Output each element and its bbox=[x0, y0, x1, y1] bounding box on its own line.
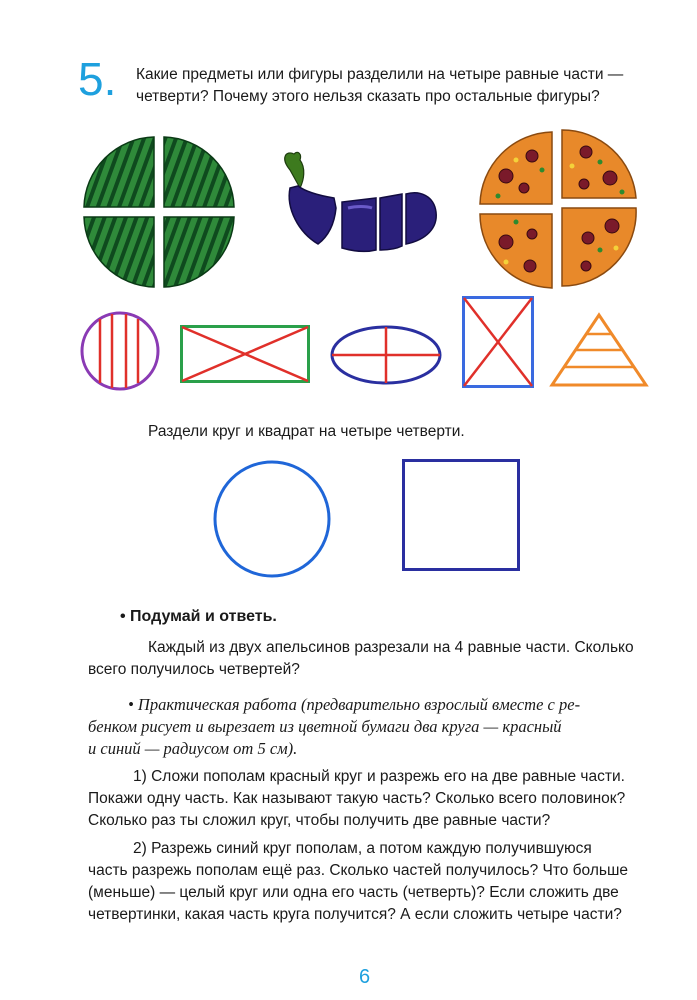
pizza-icon bbox=[476, 126, 642, 292]
triangle-horizontal-lines bbox=[550, 312, 648, 388]
step2-text: часть разрежь пополам ещё раз. Сколько частей получилось? Что больше bbox=[88, 862, 629, 879]
rectangle-crossed bbox=[180, 325, 310, 383]
step1-text: Покажи одну часть. Как называют такую часть? Сколько всего половинок? bbox=[88, 790, 626, 807]
empty-square[interactable] bbox=[402, 459, 520, 571]
think-text: всего получилось четвертей? bbox=[88, 661, 300, 678]
practical-text: • Практическая работа (предварительно взрослый вместе с ре- bbox=[128, 695, 581, 714]
empty-circle[interactable] bbox=[213, 460, 331, 578]
page-number: 6 bbox=[359, 966, 371, 988]
exercise-instruction: Раздели круг и квадрат на четыре четверти. bbox=[148, 423, 465, 440]
step1-text: 1) Сложи пополам красный круг и разрежь его на две равные части. bbox=[133, 768, 625, 785]
think-heading: • Подумай и ответь. bbox=[120, 608, 277, 625]
step1-text: Сколько раз ты сложил круг, чтобы получить две равные части? bbox=[88, 812, 551, 829]
eggplant-icon bbox=[276, 148, 442, 258]
think-text: Каждый из двух апельсинов разрезали на 4 равные части. Сколько bbox=[148, 639, 634, 656]
question-line: Какие предметы или фигуры разделили на четыре равные части — bbox=[136, 66, 624, 83]
step2-text: четвертинки, какая часть круга получится? А если сложить четыре части? bbox=[88, 906, 622, 923]
square-crossed bbox=[462, 296, 534, 388]
question-line: четверти? Почему этого нельзя сказать про остальные фигуры? bbox=[136, 88, 600, 105]
practical-text: бенком рисует и вырезает из цветной бумаги два круга — красный bbox=[88, 717, 562, 736]
ellipse-cross bbox=[330, 325, 442, 385]
step2-text: (меньше) — целый круг или одна его часть (четверть)? Если сложить две bbox=[88, 884, 619, 901]
practical-text: и синий — радиусом от 5 см). bbox=[88, 739, 298, 758]
task-number: 5. bbox=[78, 53, 117, 105]
step2-text: 2) Разрежь синий круг пополам, а потом каждую получившуюся bbox=[133, 840, 592, 857]
watermelon-icon bbox=[80, 133, 240, 293]
circle-vertical-lines bbox=[80, 311, 160, 391]
